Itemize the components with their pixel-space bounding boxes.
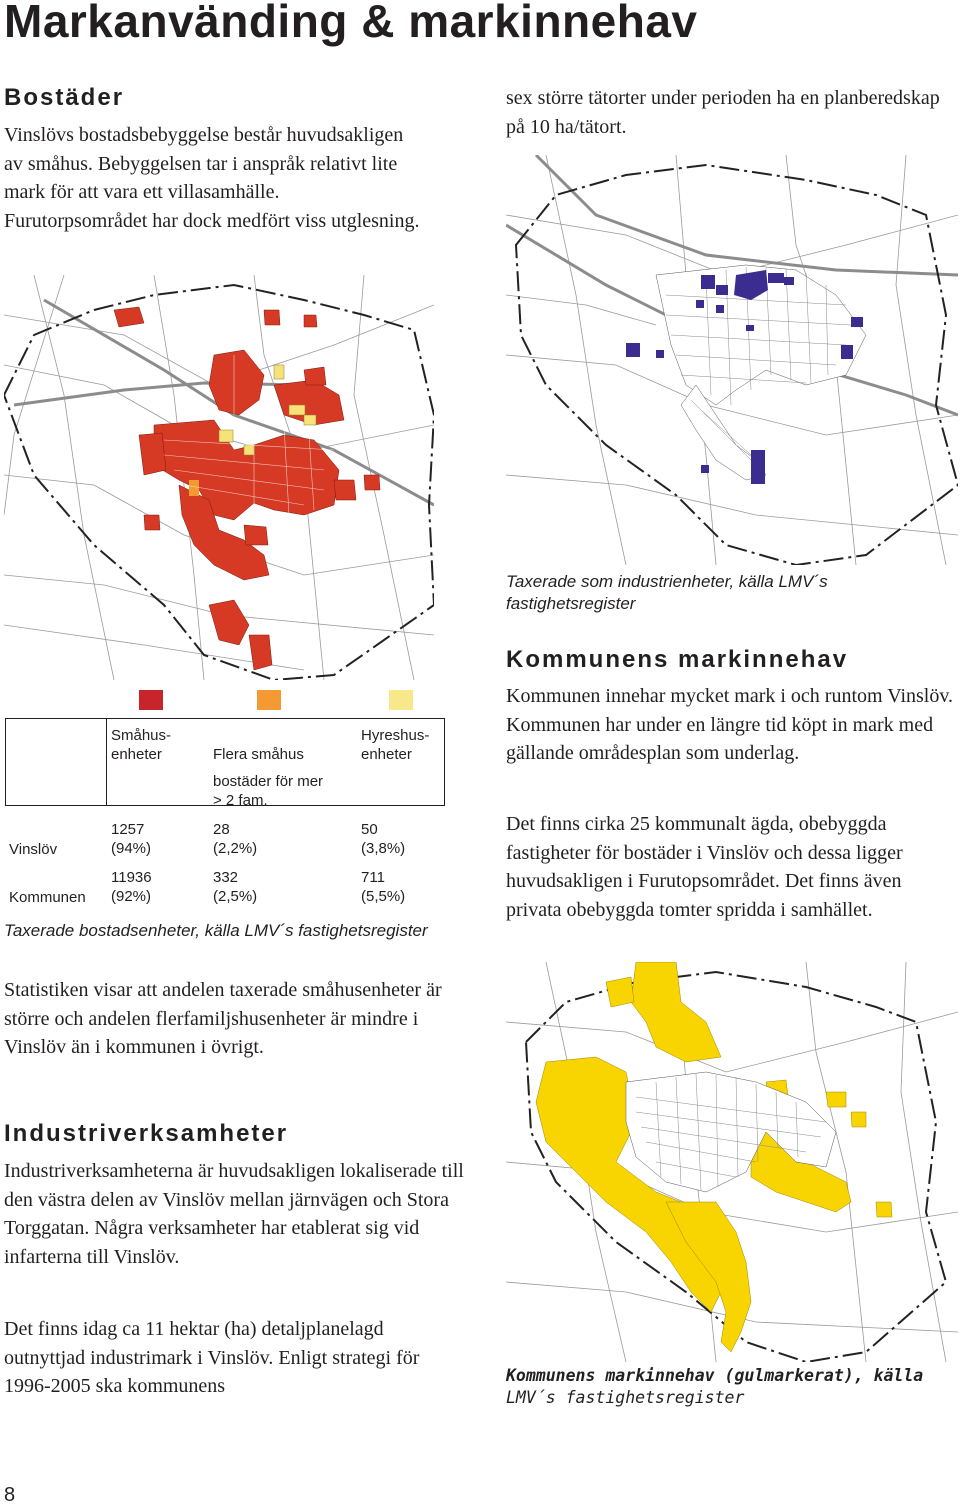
- bostader-paragraph: Vinslövs bostadsbebyggelse består huvudsakligen av småhus. Bebyggelsen tar i anspråk relativt lite mark för att vara ett villasamhälle. Furutorpsområdet har dock medfört viss utglesning.: [4, 124, 420, 232]
- legend-swatch-smahus: [139, 690, 163, 710]
- page-number: 8: [4, 1484, 16, 1506]
- row-label-vinslov: Vinslöv: [9, 841, 58, 858]
- landholding-caption-rest: LMV´s fastighetsregister: [506, 1388, 745, 1407]
- cell-kommunen-flera: 332 (2,5%): [213, 869, 258, 905]
- cell-vinslov-hyres: 50 (3,8%): [361, 821, 406, 857]
- table-note: bostäder för mer > 2 fam.: [213, 773, 324, 809]
- section-heading-industri: Industriverksamheter: [4, 1120, 289, 1147]
- cell-vinslov-smahus: 1257 (94%): [111, 821, 152, 857]
- statistik-paragraph: Statistiken visar att andelen taxerade småhusenheter är större och andelen flerfamiljshusenheter är mindre i Vinslöv än i kommunen i övrigt.: [4, 979, 442, 1058]
- page-title: Markanvänding & markinnehav: [4, 0, 698, 47]
- industri-paragraph-2: Det finns idag ca 11 hektar (ha) detaljplanelagd outnyttjad industrimark i Vinslöv. Enligt strategi för 1996-2005 ska kommunens: [4, 1318, 420, 1397]
- column-header-hyres: Hyreshus- enheter: [361, 727, 430, 763]
- industry-map: [506, 155, 958, 565]
- landholding-map: [506, 962, 958, 1362]
- legend-swatch-hyres: [389, 690, 413, 710]
- landholding-map-caption: [506, 1365, 956, 1409]
- cell-kommunen-smahus: 11936 (92%): [111, 869, 152, 905]
- continuation-paragraph: sex större tätorter under perioden ha en planberedskap på 10 ha/tätort.: [506, 87, 940, 138]
- cell-vinslov-flera: 28 (2,2%): [213, 821, 258, 857]
- column-header-flera: Flera småhus: [213, 746, 304, 763]
- row-label-kommunen: Kommunen: [9, 889, 86, 906]
- markinnehav-paragraph-1: Kommunen innehar mycket mark i och runtom Vinslöv. Kommunen har under en längre tid köpt in mark med gällande områdesplan som underlag.: [506, 685, 954, 764]
- legend-swatch-flera: [257, 690, 281, 710]
- housing-map: [4, 275, 434, 680]
- cell-kommunen-hyres: 711 (5,5%): [361, 869, 406, 905]
- industry-map-caption: Taxerade som industrienheter, källa LMV´s fastighetsregister: [506, 572, 828, 613]
- section-heading-bostader: Bostäder: [4, 84, 125, 111]
- industri-paragraph-1: Industriverksamheterna är huvudsakligen lokaliserade till den västra delen av Vinslöv mellan järnvägen och Stora Torggatan. Några verksamheter har etablerat sig vid infarterna till Vinslöv.: [4, 1160, 464, 1268]
- column-header-smahus: Småhus- enheter: [111, 727, 172, 763]
- markinnehav-paragraph-2: Det finns cirka 25 kommunalt ägda, obebyggda fastigheter för bostäder i Vinslöv och dessa ligger huvudsakligen i Furutopsområdet. Det finns även privata obebyggda tomter spridda i samhället.: [506, 813, 903, 921]
- landholding-caption-bold: Kommunens markinnehav (gulmarkerat), källa: [506, 1366, 924, 1385]
- section-heading-markinnehav: Kommunens markinnehav: [506, 646, 849, 673]
- housing-table-caption: Taxerade bostadsenheter, källa LMV´s fastighetsregister: [4, 921, 428, 940]
- housing-statistics-table: [5, 690, 445, 915]
